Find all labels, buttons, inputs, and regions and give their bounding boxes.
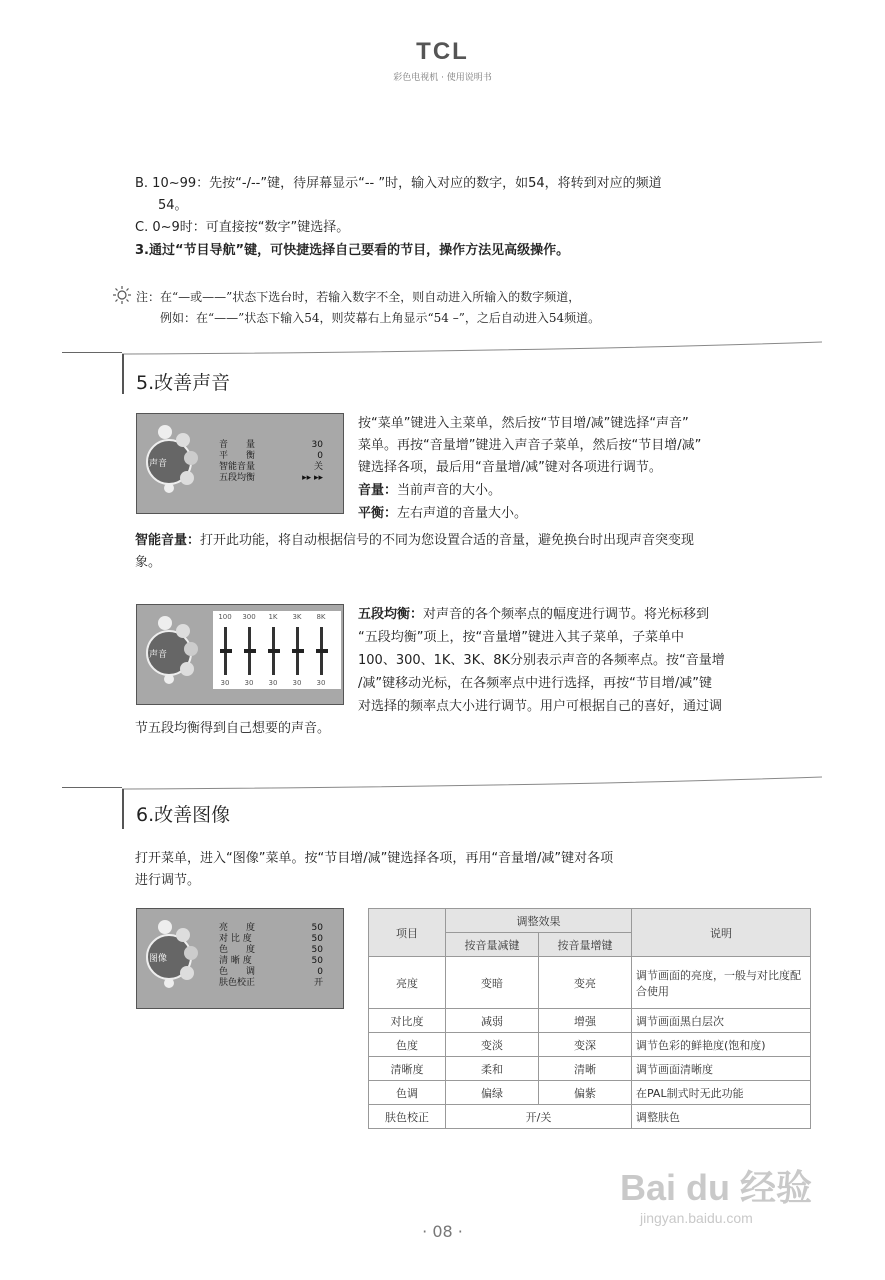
step-c-line: C. 0~9时：可直接按“数字”键选择。 [135,220,350,235]
eq-band-label: 100 [218,613,232,621]
osd-row: 平 衡 0 [219,451,323,461]
osd-row: 对 比 度 50 [219,934,323,944]
osd-row: 色 调 0 [219,967,323,977]
osd-center-label: 声音 [149,459,168,469]
table-row: 色调 偏绿 偏紫 在PAL制式时无此功能 [369,1081,811,1105]
eq-slider-knob [292,649,304,653]
section-divider-left [62,352,122,353]
section-divider-left [62,787,122,788]
header-dec: 按音量减键 [446,933,539,957]
eq-band-value: 30 [316,679,326,687]
note-line1: 注：在“—或——”状态下选台时，若输入数字不全，则自动进入所输入的数字频道， [136,290,581,304]
osd-center-label: 声音 [149,650,168,660]
table-row: 对比度 减弱 增强 调节画面黑白层次 [369,1009,811,1033]
osd-row: 清 晰 度 50 [219,956,323,966]
eq-para-line5: 对选择的频率点大小进行调节。用户可根据自己的喜好，通过调 [358,699,723,714]
section6-title: 6.改善图像 [136,804,231,826]
sound-para-line2: 菜单。再按“音量增”键进入声音子菜单，然后按“节目增/减” [358,438,702,453]
osd-rows [219,440,323,484]
eq-band-value: 30 [244,679,254,687]
header-item: 项目 [369,909,446,957]
eq-para-line1: 五段均衡：对声音的各个频率点的幅度进行调节。将光标移到 [358,607,710,622]
eq-para-last: 节五段均衡得到自己想要的声音。 [135,721,331,736]
eq-slider-knob [268,649,280,653]
table-row: 清晰度 柔和 清晰 调节画面清晰度 [369,1057,811,1081]
step-b-line2: 54。 [158,198,188,213]
equalizer-menu-screenshot [136,604,344,705]
smart-volume-line1: 智能音量：打开此功能，将自动根据信号的不同为您设置合适的音量，避免换台时出现声音突变现 [135,533,695,548]
step-b-line1: B. 10~99：先按“-/--”键，待屏幕显示“-- ”时，输入对应的数字，如54，将转到对应的频道 [135,176,662,191]
table-row: 色度 变淡 变深 调节色彩的鲜艳度(饱和度) [369,1033,811,1057]
picture-para-line1: 打开菜单，进入“图像”菜单。按“节目增/减”键选择各项，再用“音量增/减”键对各项 [135,851,614,866]
header-desc: 说明 [632,909,811,957]
header-inc: 按音量增键 [539,933,632,957]
balance-def: 平衡：左右声道的音量大小。 [358,506,528,521]
section-divider-curve [122,775,822,795]
section-bar [122,789,124,829]
eq-band-label: 1K [268,613,278,621]
picture-para-line2: 进行调节。 [135,873,201,888]
eq-para-line3: 100、300、1K、3K、8K分别表示声音的各频率点。按“音量增 [358,653,725,668]
osd-row: 五段均衡 ▸▸ ▸▸ [219,473,323,483]
eq-band-label: 3K [292,613,302,621]
eq-band-value: 30 [220,679,230,687]
smart-volume-line2: 象。 [135,555,162,570]
manual-subtitle: 彩色电视机 · 使用说明书 [393,73,492,83]
section5-title: 5.改善声音 [136,372,231,394]
osd-row: 智能音量 关 [219,462,323,472]
osd-row: 肤色校正 开 [219,978,323,988]
watermark-url: jingyan.baidu.com [640,1210,753,1226]
sun-icon [112,285,132,305]
eq-para-line2: “五段均衡”项上，按“音量增”键进入其子菜单，子菜单中 [358,630,684,645]
section-bar [122,354,124,394]
eq-band-value: 30 [268,679,278,687]
picture-menu-screenshot [136,908,344,1009]
osd-row: 色 度 50 [219,945,323,955]
table-row: 肤色校正 开/关 调整肤色 [369,1105,811,1129]
osd-row: 音 量 30 [219,440,323,450]
osd-center-label: 图像 [149,954,168,964]
table-row: 亮度 变暗 变亮 调节画面的亮度，一般与对比度配合使用 [369,957,811,1009]
table-header-row [369,909,811,933]
sound-menu-screenshot [136,413,344,514]
step-3-line: 3.通过“节目导航”键，可快捷选择自己要看的节目，操作方法见高级操作。 [135,243,570,258]
header-effect: 调整效果 [446,909,632,933]
eq-band-value: 30 [292,679,302,687]
section-divider-curve [122,340,822,360]
page-number: · 08 · [422,1222,463,1241]
eq-band-label: 8K [316,613,326,621]
eq-slider-knob [244,649,256,653]
brand-logo: TCL [416,38,469,65]
sound-para-line3: 键选择各项，最后用“音量增/减”键对各项进行调节。 [358,460,662,475]
volume-def: 音量：当前声音的大小。 [358,483,502,498]
note-line2: 例如：在“——”状态下输入54，则荧幕右上角显示“54 –”，之后自动进入54频道。 [160,311,601,325]
equalizer-panel [213,611,341,689]
eq-slider-knob [316,649,328,653]
osd-rows [219,923,323,989]
eq-slider-knob [220,649,232,653]
picture-settings-table [368,908,811,1129]
sound-para-line1: 按“菜单”键进入主菜单，然后按“节目增/减”键选择“声音” [358,416,689,431]
eq-para-line4: /减”键移动光标，在各频率点中进行选择，再按“节目增/减”键 [358,676,712,691]
eq-band-label: 300 [242,613,256,621]
osd-row: 亮 度 50 [219,923,323,933]
watermark-brand: Bai du 经验 [620,1167,813,1208]
